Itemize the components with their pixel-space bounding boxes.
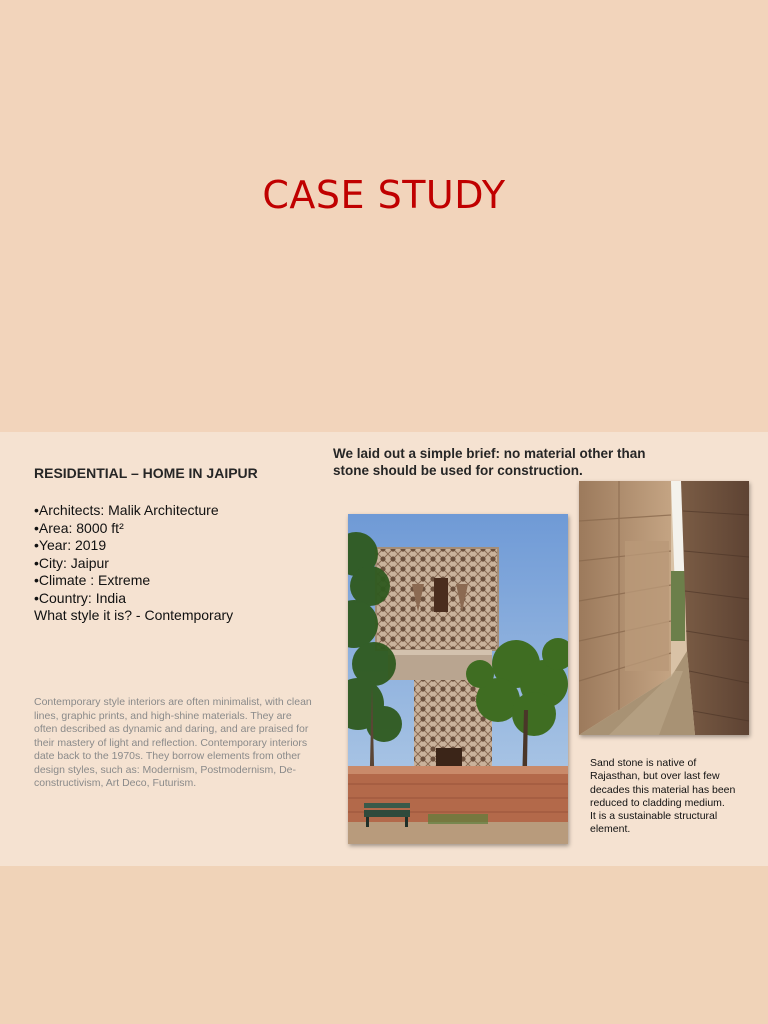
fact-country: •Country: India [34, 589, 127, 606]
fact-city: •City: Jaipur [34, 554, 109, 571]
sandstone-note [590, 757, 740, 837]
fact-area: •Area: 8000 ft² [34, 519, 124, 536]
house-facade-photo [348, 514, 568, 844]
sandstone-note-line-2: It is a sustainable structural element. [590, 810, 718, 836]
fact-climate: •Climate : Extreme [34, 572, 151, 588]
title-slide [0, 0, 768, 432]
fact-architects: •Architects: Malik Architecture [34, 502, 219, 518]
content-slide [0, 432, 768, 866]
sandstone-note-line-1: Sand stone is native of Rajasthan, but over last few decades this material has been reduced to cladding medium. [590, 757, 736, 809]
slide-title: CASE STUDY [262, 173, 506, 217]
design-brief-quote: We laid out a simple brief: no material other than stone should be used for construction. [333, 446, 646, 478]
stone-passage-photo [579, 481, 749, 735]
contemporary-style-description: Contemporary style interiors are often minimalist, with clean lines, graphic prints, and high-shine materials. They are often described as dynamic and daring, and are praised for their mastery of light and reflection. Contemporary interiors date back to the 1970s. They borrow elements from other design styles, such as: Modernism, Postmodernism, De-constructivism, Art Deco, Futurism. [34, 696, 312, 789]
fact-style: What style it is? - Contemporary [34, 607, 234, 623]
next-slide-band [0, 866, 768, 1024]
project-heading: RESIDENTIAL – HOME IN JAIPUR [34, 465, 258, 481]
fact-year: •Year: 2019 [34, 537, 107, 553]
project-facts-list [34, 502, 233, 625]
